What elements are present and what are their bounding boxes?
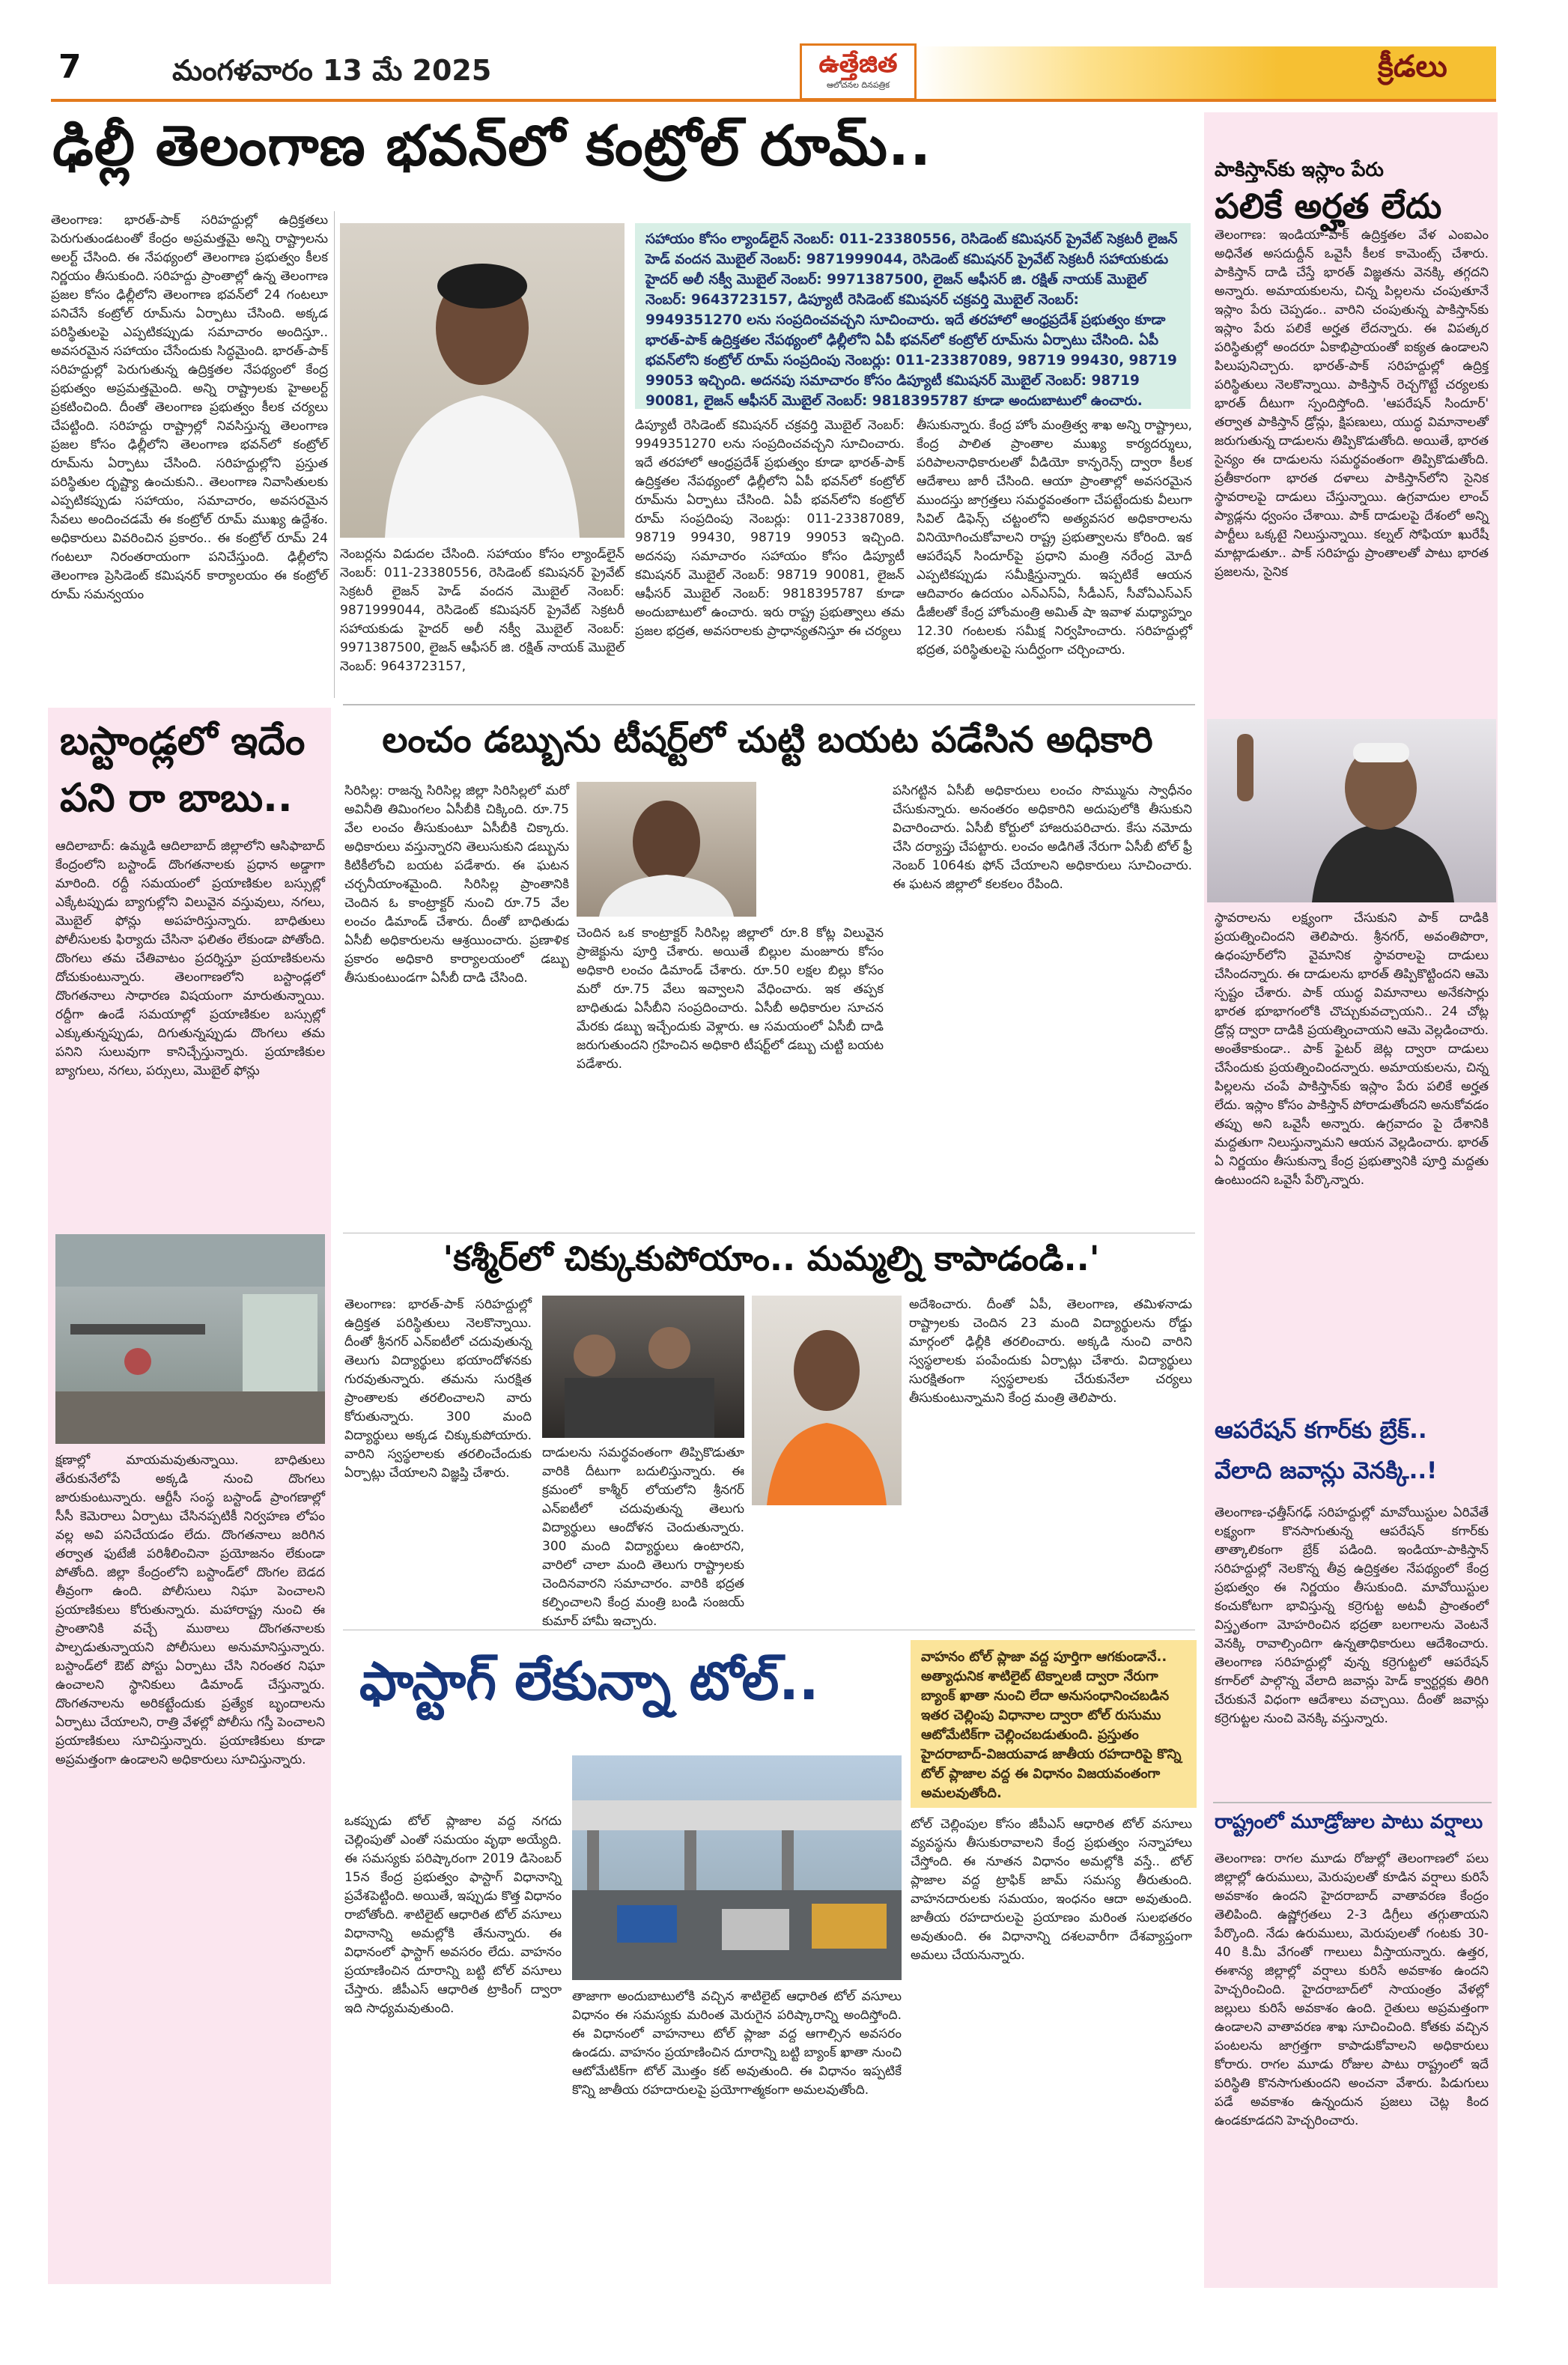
fastag-story-text-1: ఒకప్పుడు టోల్ ప్లాజాల వద్ద నగదు చెల్లింపుతో ఎంతో సమయం వృథా అయ్యేది. ఈ సమస్యకు పరిష్కారంగా 2019 డిసెంబర్ 15న కేంద్ర ప్రభుత్వం ఫాస్టాగ్ విధానాన్ని ప్రవేశపెట్టింది. అయితే, ఇప్పుడు కొత్త విధానం రాబోతోంది. శాటిలైట్ ఆధారిత టోల్ వసూలు విధానాన్ని అమల్లోకి తేనున్నారు. ఈ విధానంలో ఫాస్టాగ్ అవసరం లేదు. వాహనం ప్రయాణించిన దూరాన్ని బట్టి టోల్ వసూలు చేస్తారు. జీపీఎస్ ఆధారిత ట్రాకింగ్ ద్వారా ఇది సాధ్యమవుతుంది. — [344, 1814, 562, 2016]
students-photo — [542, 1296, 744, 1438]
story1-column-1: తెలంగాణ: భారత్-పాక్ సరిహద్దుల్లో ఉద్రిక్తతలు పెరుగుతుండటంతో కేంద్రం అప్రమత్తమై అన్ని రాష్ట్రాలను అలర్ట్ చేసింది. ఈ నేపథ్యంలో తెలంగాణ ప్రభుత్వం కీలక నిర్ణయం తీసుకుంది. సరిహద్దు ప్రాంతాల్లో ఉన్న తెలంగాణ ప్రజల కోసం ఢిల్లీలోని తెలంగాణ భవన్‌లో 24 గంటలూ పనిచేసే కంట్రోల్ రూమ్‌ను ఏర్పాటు చేసింది. అక్కడ పరిస్థితులపై ఎప్పటికప్పుడు సమాచారం అందిస్తూ.. అవసరమైన సహాయం చేసేందుకు సిద్ధమైంది. భారత్-పాక్ సరిహద్దుల్లో పెరుగుతున్న ఉద్రిక్తతల నేపథ్యంలో కేంద్ర ప్రభుత్వం అప్రమత్తమైంది. అన్ని రాష్ట్రాలకు హైఅలర్ట్ ప్రకటించింది. దీంతో తెలంగాణ ప్రభుత్వం కీలక చర్యలు చేపట్టింది. సరిహద్దు రాష్ట్రాల్లో నివసిస్తున్న తెలంగాణ ప్రజల కోసం ఢిల్లీలోని తెలంగాణ భవన్‌లో కంట్రోల్ రూమ్‌ను ఏర్పాటు చేసింది. సరిహద్దుల్లోని ప్రస్తుత పరిస్థితుల దృష్ట్యా ఉంచుకుని.. తెలంగాణ నివాసితులకు ఎప్పటికప్పుడు సహాయం, సమాచారం, అవసరమైన సేవలు అందించడమే ఈ కంట్రోల్ రూమ్ ముఖ్య ఉద్దేశం. అధికారులు వివరించిన ప్రకారం.. ఈ కంట్రోల్ రూమ్ 24 గంటలూ నిరంతరాయంగా పనిచేస్తుంది. ఢిల్లీలోని తెలంగాణ ప్రెసిడెంట్ కమిషనర్ కార్యాలయం ఈ కంట్రోల్ రూమ్ సమన్వయం — [51, 213, 328, 602]
column-rule — [334, 211, 335, 698]
sidebar-kicker: పాకిస్తాన్‌కు ఇస్లాం పేరు — [1215, 159, 1384, 181]
bribe-story-text-1: సిరిసిల్ల: రాజన్న సిరిసిల్ల జిల్లా సిరిసిల్లలో మరో అవినీతి తిమింగలం ఏసీబీకి చిక్కింది. రూ.75 వేల లంచం తీసుకుంటూ ఏసీబీకి చిక్కారు. అధికారులు వస్తున్నారని తెలుసుకుని డబ్బును కిటికీలోంచి బయట పడేశారు. ఈ ఘటన చర్చనీయాంశమైంది. సిరిసిల్ల ప్రాంతానికి చెందిన ఓ కాంట్రాక్టర్ నుంచి రూ.75 వేల లంచం డిమాండ్ చేశారు. దీంతో బాధితుడు ఏసీబీ అధికారులను ఆశ్రయించారు. ప్రణాళిక ప్రకారం అధికారి కార్యాలయంలో డబ్బు తీసుకుంటుండగా ఏసీబీ దాడి చేసింది. — [344, 783, 569, 986]
section-name: క్రీడలు — [1378, 49, 1447, 84]
minister-portrait-icon — [752, 1296, 902, 1505]
fastag-headline: ఫాస్టాగ్ లేకున్నా టోల్.. — [359, 1651, 819, 1712]
official-photo — [577, 782, 756, 917]
rain-headline: రాష్ట్రంలో మూడ్రోజుల పాటు వర్షాలు — [1215, 1811, 1483, 1833]
official-portrait-icon — [577, 782, 756, 917]
toll-plaza-scene-icon — [572, 1755, 902, 1980]
sidebar-text-1: తెలంగాణ: ఇండియా-పాక్ ఉద్రిక్తతల వేళ ఎంఐఎం అధినేత అసదుద్దీన్ ఒవైసీ కీలక కామెంట్స్ చేశారు. పాకిస్తాన్ దాడి చేస్తే భారత్ విజ్ఞతను వెనక్కి తగ్గదని అన్నారు. అమాయకులను, చిన్న పిల్లలను చంపుతూనే ఇస్లాం పేరు చెప్పడం.. వారిని చంపుతున్న పాకిస్తాన్‌కు ఇస్లాం పేరు పలికే అర్హత లేదన్నారు. ఈ విపత్కర పరిస్థితుల్లో అందరూ ఏకాభిప్రాయంతో ఐక్యత ఉండాలని పిలుపునిచ్చారు. భారత్-పాక్ సరిహద్దుల్లో ఉద్రిక్త పరిస్థితులు నెలకొన్నాయి. పాకిస్తాన్ రెచ్చగొట్టే చర్యలకు భారత్ దీటుగా స్పందిస్తోంది. 'ఆపరేషన్ సిందూర్' తర్వాత పాకిస్తాన్ డ్రోన్లు, క్షిపణులు, యుద్ధ విమానాలతో జరుగుతున్న దాడులను తిప్పికొడుతోంది. అయితే, భారత సైన్యం ఈ దాడులను సమర్థవంతంగా తిప్పికొడుతోంది. ప్రతీకారంగా భారత దళాలు పాకిస్తాన్‌లోని సైనిక స్థావరాలపై దాడులు చేస్తున్నాయి. ఉగ్రవాదుల లాంచ్ ప్యాడ్లను ధ్వంసం చేశాయి. పాక్ దాడులపై దేశంలో అన్ని పార్టీలు ఒక్కటై నిలుస్తున్నాయి. కల్నల్ సోఫియా ఖురేషీ మాట్లాడుతూ.. పాక్ సరిహద్దు ప్రాంతాలతో పాటు భారత ప్రజలను, సైనిక — [1215, 228, 1489, 580]
sidebar-headline-text: పలికే అర్హత లేదు — [1215, 186, 1442, 226]
fastag-story-text-3: టోల్ చెల్లింపుల కోసం జీపీఎస్ ఆధారిత టోల్ వసూలు వ్యవస్థను తీసుకురావాలని కేంద్ర ప్రభుత్వం సన్నాహాలు చేస్తోంది. ఈ నూతన విధానం అమల్లోకి వస్తే.. టోల్ ప్లాజాల వద్ద ట్రాఫిక్ జామ్ సమస్య తీరుతుంది. వాహనదారులకు సమయం, ఇంధనం ఆదా అవుతుంది. జాతీయ రహదారులపై ప్రయాణం మరింత సులభతరం అవుతుంది. ఈ విధానాన్ని దశలవారీగా దేశవ్యాప్తంగా అమలు చేయనున్నారు. — [911, 1817, 1192, 1963]
speaker-figure-icon — [1207, 719, 1496, 902]
kashmir-headline: 'కశ్మీర్‌లో చిక్కుకుపోయాం.. మమ్మల్ని కాపాడండి..' — [443, 1239, 1100, 1278]
row-rule — [343, 704, 1195, 705]
story1-column-4: తీసుకున్నారు. కేంద్ర హోం మంత్రిత్వ శాఖ అన్ని రాష్ట్రాలు, కేంద్ర పాలిత ప్రాంతాల ముఖ్య కార్యదర్శులు, పరిపాలనాధికారులతో వీడియో కాన్ఫరెన్స్ ద్వారా కీలక ఆదేశాలు జారీ చేసింది. ఆయా ప్రాంతాల్లో అవసరమైన ముందస్తు జాగ్రత్తలు సమర్థవంతంగా చేపట్టేందుకు వీలుగా సివిల్ డిఫెన్స్ చట్టంలోని అత్యవసర అధికారాలను వినియోగించుకోవాలని రాష్ట్ర ప్రభుత్వాలను కోరింది. ఇక ఆపరేషన్ సిందూర్‌పై ప్రధాని మంత్రి నరేంద్ర మోదీ ఎప్పటికప్పుడు సమీక్షిస్తున్నారు. ఇప్పటికే ఆయన ఆదివారం ఉదయం ఎన్ఎస్ఏ, సీడీఎస్, సీవోఏఎస్‌ఎస్ డీజీలతో కేంద్ర హోంమంత్రి అమిత్ షా ఇవాళ మధ్యాహ్నం 12.30 గంటలకు సమీక్ష నిర్వహించారు. సరిహద్దుల్లో భద్రత, పరిస్థితులపై సుదీర్ఘంగా చర్చించారు. — [917, 418, 1192, 658]
kashmir-story-text-1: తెలంగాణ: భారత్-పాక్ సరిహద్దుల్లో ఉద్రిక్తత పరిస్థితులు నెలకొన్నాయి. దీంతో శ్రీనగర్ ఎన్ఐటీలో చదువుతున్న తెలుగు విద్యార్థులు భయాందోళనకు గురవుతున్నారు. తమను సురక్షిత ప్రాంతాలకు తరలించాలని వారు కోరుతున్నారు. 300 మంది విద్యార్థులు అక్కడ చిక్కుకుపోయారు. వారిని స్వస్థలాలకు తరలించేందుకు ఏర్పాట్లు చేయాలని విజ్ఞప్తి చేశారు. — [344, 1297, 532, 1481]
bus-story-text-2: క్షణాల్లో మాయమవుతున్నాయి. బాధితులు తేరుకునేలోపే అక్కడి నుంచి దొంగలు జారుకుంటున్నారు. ఆర్టీసీ సంస్థ బస్టాండ్ ప్రాంగణాల్లో సీసీ కెమెరాలు ఏర్పాటు చేసినప్పటికీ నిర్వహణ లోపం వల్ల అవి పనిచేయడం లేదు. దొంగతనాలు జరిగిన తర్వాత ఫుటేజీ పరిశీలించినా ప్రయోజనం లేకుండా పోతోంది. జిల్లా కేంద్రంలోని బస్టాండ్‌లో దొంగల బెడద తీవ్రంగా ఉంది. పోలీసులు నిఘా పెంచాలని ప్రయాణికులు కోరుతున్నారు. మహారాష్ట్ర నుంచి ఈ ప్రాంతానికి వచ్చే ముఠాలు దొంగతనాలకు పాల్పడుతున్నాయని పోలీసులు అనుమానిస్తున్నారు. బస్టాండ్‌లో ఔట్ పోస్టు ఏర్పాటు చేసి నిరంతర నిఘా ఉంచాలని స్థానికులు డిమాండ్ చేస్తున్నారు. దొంగతనాలను అరికట్టేందుకు ప్రత్యేక బృందాలను ఏర్పాటు చేయాలని, రాత్రి వేళల్లో పోలీసు గస్తీ పెంచాలని ప్రయాణికులు సూచిస్తున్నారు. ప్రయాణికులు కూడా అప్రమత్తంగా ఉండాలని అధికారులు సూచిస్తున్నారు. — [55, 1453, 325, 1767]
bus-stand-scene-icon — [55, 1234, 325, 1444]
sidebar-text-2: స్థావరాలను లక్ష్యంగా చేసుకుని పాక్ దాడికి ప్రయత్నించిందని తెలిపారు. శ్రీనగర్, అవంతిపొరా, ఉధంపూర్‌లోని వైమానిక స్థావరాలపై దాడులు చేసిందన్నారు. ఈ దాడులను భారత్ తిప్పికొట్టిందని ఆమె స్పష్టం చేశారు. పాక్ యుద్ధ విమానాలు అనేకసార్లు భారత భూభాగంలోకి చొచ్చుకువచ్చాయని.. 24 చోట్ల డ్రోన్ల ద్వారా దాడికి ప్రయత్నించాయని ఆమె వెల్లడించారు. అంతేకాకుండా.. పాక్ ఫైటర్ జెట్ల ద్వారా దాడులు చేసేందుకు ప్రయత్నించిందన్నారు. అమాయకులను, చిన్న పిల్లలను చంపే పాకిస్తాన్‌కు ఇస్లాం పేరు పలికే అర్హత లేదు. ఇస్లాం కోసం పాకిస్తాన్ పోరాడుతోందని అనుకోవడం తప్పు అని ఒవైసీ అన్నారు. ఉగ్రవాదం పై దేశానికి మద్దతుగా నిలుస్తున్నామని ఆయన వెల్లడించారు. భారత్ ఏ నిర్ణయం తీసుకున్నా కేంద్ర ప్రభుత్వానికి పూర్తి మద్దతు ఉంటుందని ఒవైసీ పేర్కొన్నారు. — [1215, 911, 1489, 1188]
story1-column-3: డిప్యూటీ రెసిడెంట్ కమిషనర్ చక్రవర్తి మొబైల్ నెంబర్: 9949351270 లను సంప్రదించవచ్చని సూచించారు. ఇదే తరహాలో ఆంధ్రప్రదేశ్ ప్రభుత్వం కూడా భారత్-పాక్ ఉద్రిక్తతల నేపథ్యంలో ఢిల్లీలోని ఏపీ భవన్‌లో కంట్రోల్ రూమ్‌ను ఏర్పాటు చేసింది. ఏపీ భవన్‌లోని కంట్రోల్ రూమ్ సంప్రదింపు నెంబర్లు: 011-23387089, 98719 99430, 98719 99053 ఇచ్చింది. అదనపు సమాచారం సహాయం కోసం డిప్యూటీ కమిషనర్ మొబైల్ నెంబర్: 98719 90081, లైజన్ ఆఫీసర్ మొబైల్ నెంబర్: 9818395787 కూడా అందుబాటులో ఉంచారు. ఇరు రాష్ట్ర ప్రభుత్వాలు తమ ప్రజల భద్రత, అవసరాలకు ప్రాధాన్యతనిస్తూ ఈ చర్యలు — [635, 418, 905, 639]
bribe-story-text-2: చెందిన ఒక కాంట్రాక్టర్ సిరిసిల్ల జిల్లాలో రూ.8 కోట్ల విలువైన ప్రాజెక్టును పూర్తి చేశారు. అయితే బిల్లుల మంజూరు కోసం అధికారి లంచం డిమాండ్ చేశారు. రూ.50 లక్షల బిల్లు కోసం మరో రూ.75 వేలు ఇవ్వాలని వేధించారు. ఇక తప్పక బాధితుడు ఏసీబీని సంప్రదించారు. ఏసీబీ అధికారుల సూచన మేరకు డబ్బు ఇచ్చేందుకు వెళ్లారు. ఆ సమయంలో ఏసీబీ దాడి జరుగుతుందని గ్రహించిన అధికారి టీషర్ట్‌లో డబ్బు చుట్టి బయట పడేశారు. — [577, 926, 884, 1072]
kashmir-story-text-3: అదేశించారు. దీంతో ఏపీ, తెలంగాణ, తమిళనాడు రాష్ట్రాలకు చెందిన 23 మంది విద్యార్థులను రోడ్డు మార్గంలో ఢిల్లీకి తరలించారు. అక్కడి నుంచి వారిని స్వస్థలాలకు పంపేందుకు ఏర్పాట్లు చేశారు. విద్యార్థులు సురక్షితంగా స్వస్థలాలకు చేరుకునేలా చర్యలు తీసుకుంటున్నామని కేంద్ర మంత్రి తెలిపారు. — [909, 1297, 1192, 1406]
sidebar-headline — [1215, 171, 1492, 226]
story1-column-2: నెంబర్లను విడుదల చేసింది. సహాయం కోసం ల్యాండ్‌లైన్ నెంబర్: 011-23380556, రెసిడెంట్ కమిషనర్ ప్రైవేట్ సెక్రటరీ లైజన్ హెడ్ వందన మొబైల్ నెంబర్: 9871999044, రెసిడెంట్ కమిషనర్ ప్రైవేట్ సెక్రటరీ సహాయకుడు హైదర్ అలీ నక్వీ మొబైల్ నెంబర్: 9971387500, లైజన్ ఆఫీసర్ జి. రక్షిత్ నాయక్ మొబైల్ నెంబర్: 9643723157, — [340, 547, 625, 674]
main-headline: ఢిల్లీ తెలంగాణ భవన్‌లో కంట్రోల్ రూమ్.. — [52, 114, 932, 178]
rain-story-text: తెలంగాణ: రాగల మూడు రోజుల్లో తెలంగాణలో పలు జిల్లాల్లో ఉరుములు, మెరుపులతో కూడిన వర్షాలు కురిసే అవకాశం ఉందని హైదరాబాద్ వాతావరణ కేంద్రం తెలిపింది. ఉష్ణోగ్రతలు 2-3 డిగ్రీలు తగ్గుతాయని పేర్కొంది. నేడు ఉరుములు, మెరుపులతో గంటకు 30-40 కి.మీ వేగంతో గాలులు వీస్తాయన్నారు. ఉత్తర, ఈశాన్య జిల్లాల్లో వర్షాలు కురిసే అవకాశం ఉందని హెచ్చరించింది. హైదరాబాద్‌లో సాయంత్రం వేళల్లో జల్లులు కురిసే అవకాశం ఉంది. రైతులు అప్రమత్తంగా ఉండాలని వాతావరణ శాఖ సూచించింది. కోతకు వచ్చిన పంటలను జాగ్రత్తగా కాపాడుకోవాలని అధికారులు కోరారు. రాగల మూడు రోజుల పాటు రాష్ట్రంలో ఇదే పరిస్థితి కొనసాగుతుందని అంచనా వేశారు. పిడుగులు పడే అవకాశం ఉన్నందున ప్రజలు చెట్ల కింద ఉండకూడదని హెచ్చరించారు. — [1215, 1851, 1489, 2128]
kashmir-story-text-2: దాడులను సమర్థవంతంగా తిప్పికొడుతూ వారికి దీటుగా బదులిస్తున్నారు. ఈ క్రమంలో కాశ్మీర్ లోయలోని శ్రీనగర్ ఎన్ఐటీలో చదువుతున్న తెలుగు విద్యార్థులు ఆందోళన చెందుతున్నారు. 300 మంది విద్యార్థులు ఉంటారని, వారిలో చాలా మంది తెలుగు రాష్ట్రాలకు చెందినవారని సమాచారం. వారికి భద్రత కల్పించాలని కేంద్ర మంత్రి బండి సంజయ్ కుమార్ హామీ ఇచ్చారు. — [542, 1445, 744, 1629]
students-group-icon — [542, 1296, 744, 1438]
newspaper-logo — [800, 43, 917, 100]
cm-portrait-photo — [340, 223, 625, 538]
logo-subtitle: ఆలోచనల దినపత్రిక — [826, 80, 890, 90]
fastag-highlight-box: వాహనం టోల్ ప్లాజా వద్ద పూర్తిగా ఆగకుండానే.. అత్యాధునిక శాటిలైట్ టెక్నాలజీ ద్వారా నేరుగా బ్యాంక్ ఖాతా నుంచి లేదా అనుసంధానించబడిన ఇతర చెల్లింపు విధానాల ద్వారా టోల్ రుసుము ఆటోమేటిక్‌గా చెల్లించబడుతుంది. ప్రస్తుతం హైదరాబాద్-విజయవాడ జాతీయ రహదారిపై కొన్ని టోల్ ప్లాజాల వద్ద ఈ విధానం విజయవంతంగా అమలవుతోంది. — [911, 1640, 1197, 1808]
bus-headline-1: బస్టాండ్లలో ఇదేం — [60, 719, 306, 764]
bus-stand-photo — [55, 1234, 325, 1444]
page-number: 7 — [58, 48, 82, 86]
operation-headline-2: వేలాది జవాన్లు వెనక్కి..! — [1215, 1457, 1438, 1484]
operation-headline-1: ఆపరేషన్ కగార్‌కు బ్రేక్.. — [1215, 1417, 1427, 1444]
bribe-story-text-3: పసిగట్టిన ఏసీబీ అధికారులు లంచం సొమ్మును స్వాధీనం చేసుకున్నారు. అనంతరం అధికారిని అదుపులోకి తీసుకుని విచారించారు. ఏసీబీ కోర్టులో హాజరుపరిచారు. కేసు నమోదు చేసి దర్యాప్తు చేపట్టారు. లంచం అడిగితే నేరుగా ఏసీబీ టోల్ ఫ్రీ నెంబర్ 1064కు ఫోన్ చేయాలని అధికారులు సూచించారు. ఈ ఘటన జిల్లాలో కలకలం రేపింది. — [893, 783, 1192, 892]
operation-story-text: తెలంగాణ-ఛత్తీస్‌గఢ్ సరిహద్దుల్లో మావోయిస్టుల ఏరివేతే లక్ష్యంగా కొనసాగుతున్న ఆపరేషన్ కగార్‌కు తాత్కాలికంగా బ్రేక్ పడింది. ఇండియా-పాకిస్తాన్ సరిహద్దుల్లో నెలకొన్న తీవ్ర ఉద్రిక్తతల నేపథ్యంలో కేంద్ర ప్రభుత్వం ఈ నిర్ణయం తీసుకుంది. మావోయిస్టుల కంచుకోటగా భావిస్తున్న కర్రెగుట్ట అటవీ ప్రాంతంలో విస్తృతంగా మోహరించిన భద్రతా బలగాలను వెంటనే వెనక్కి రావాల్సిందిగా ఉన్నతాధికారులు ఆదేశించారు. తెలంగాణ సరిహద్దుల్లో వున్న కర్రెగుట్టలో ఆపరేషన్ కగార్‌లో పాల్గొన్న వేలాది జవాన్లు హెడ్ క్వార్టర్లకు తిరిగి చేరుకునే విధంగా ఆదేశాలు వచ్చాయి. దీంతో జవాన్లు కర్రెగుట్టల నుంచి వెనక్కి వస్తున్నారు. — [1215, 1505, 1489, 1726]
fastag-story-text-2: తాజాగా అందుబాటులోకి వచ్చిన శాటిలైట్ ఆధారిత టోల్ వసూలు విధానం ఈ సమస్యకు మరింత మెరుగైన పరిష్కారాన్ని అందిస్తోంది. ఈ విధానంలో వాహనాలు టోల్ ప్లాజా వద్ద ఆగాల్సిన అవసరం ఉండదు. వాహనం ప్రయాణించిన దూరాన్ని బట్టి బ్యాంక్ ఖాతా నుంచి ఆటోమేటిక్‌గా టోల్ మొత్తం కట్ అవుతుంది. ఈ విధానం ఇప్పటికే కొన్ని జాతీయ రహదారులపై ప్రయోగాత్మకంగా అమలవుతోంది. — [572, 1989, 902, 2098]
toll-plaza-photo — [572, 1755, 902, 1980]
section-divider — [1213, 1802, 1492, 1803]
bribe-headline: లంచం డబ్బును టీషర్ట్‌లో చుట్టి బయట పడేసిన అధికారి — [382, 719, 1153, 761]
bus-headline-2: పని రా బాబు.. — [60, 776, 293, 821]
minister-photo — [752, 1296, 902, 1505]
owaisi-photo — [1207, 719, 1496, 902]
logo-title: ఉత్తేజిత — [818, 49, 898, 79]
edition-date: మంగళవారం 13 మే 2025 — [172, 54, 492, 87]
helpline-highlight-box: సహాయం కోసం ల్యాండ్‌లైన్ నెంబర్: 011-23380556, రెసిడెంట్ కమిషనర్ ప్రైవేట్ సెక్రటరీ లైజన్ హెడ్ వందన మొబైల్ నెంబర్: 9871999044, రెసిడెంట్ కమిషనర్ ప్రైవేట్ సెక్రటరీ సహాయకుడు హైదర్ అలీ నక్వీ మొబైల్ నెంబర్: 9971387500, లైజన్ ఆఫీసర్ జి. రక్షిత్ నాయక్ మొబైల్ నెంబర్: 9643723157, డిప్యూటీ రెసిడెంట్ కమిషనర్ చక్రవర్తి మొబైల్ నెంబర్: 9949351270 లను సంప్రదించవచ్చని సూచించారు. ఇదే తరహాలో ఆంధ్రప్రదేశ్ ప్రభుత్వం కూడా భారత్-పాక్ ఉద్రిక్తతల నేపథ్యంలో ఢిల్లీలోని ఏపీ భవన్‌లో కంట్రోల్ రూమ్‌ను ఏర్పాటు చేసింది. ఏపీ భవన్‌లోని కంట్రోల్ రూమ్ సంప్రదింపు నెంబర్లు: 011-23387089, 98719 99430, 98719 99053 ఇచ్చింది. అదనపు సమాచారం కోసం డిప్యూటీ కమిషనర్ మొబైల్ నెంబర్: 98719 90081, లైజన్ ఆఫీసర్ మొబైల్ నెంబర్: 9818395787 కూడా అందుబాటులో ఉంచారు. — [635, 223, 1191, 409]
portrait-figure-icon — [340, 223, 625, 538]
bus-story-text-1: ఆదిలాబాద్: ఉమ్మడి ఆదిలాబాద్ జిల్లాలోని ఆసిఫాబాద్ కేంద్రంలోని బస్టాండ్ దొంగతనాలకు ప్రధాన అడ్డాగా మారింది. రద్దీ సమయంలో ప్రయాణికుల బస్సుల్లో ఎక్కేటప్పుడు బ్యాగుల్లోని విలువైన వస్తువులు, నగలు, మొబైల్ ఫోన్లు అపహరిస్తున్నారు. బాధితులు పోలీసులకు ఫిర్యాదు చేసినా ఫలితం లేకుండా పోతోంది. దొంగలు తమ చేతివాటం ప్రదర్శిస్తూ ప్రయాణికులను దోచుకుంటున్నారు. తెలంగాణలోని బస్టాండ్లలో దొంగతనాలు సాధారణ విషయంగా మారుతున్నాయి. రద్దీగా ఉండే సమయాల్లో ప్రయాణికుల బస్సుల్లో ఎక్కుతున్నప్పుడు, దిగుతున్నప్పుడు దొంగలు తమ పనిని సులువుగా కానిచ్చేస్తున్నారు. ప్రయాణికుల బ్యాగులు, నగలు, పర్సులు, మొబైల్ ఫోన్లు — [55, 839, 325, 1078]
